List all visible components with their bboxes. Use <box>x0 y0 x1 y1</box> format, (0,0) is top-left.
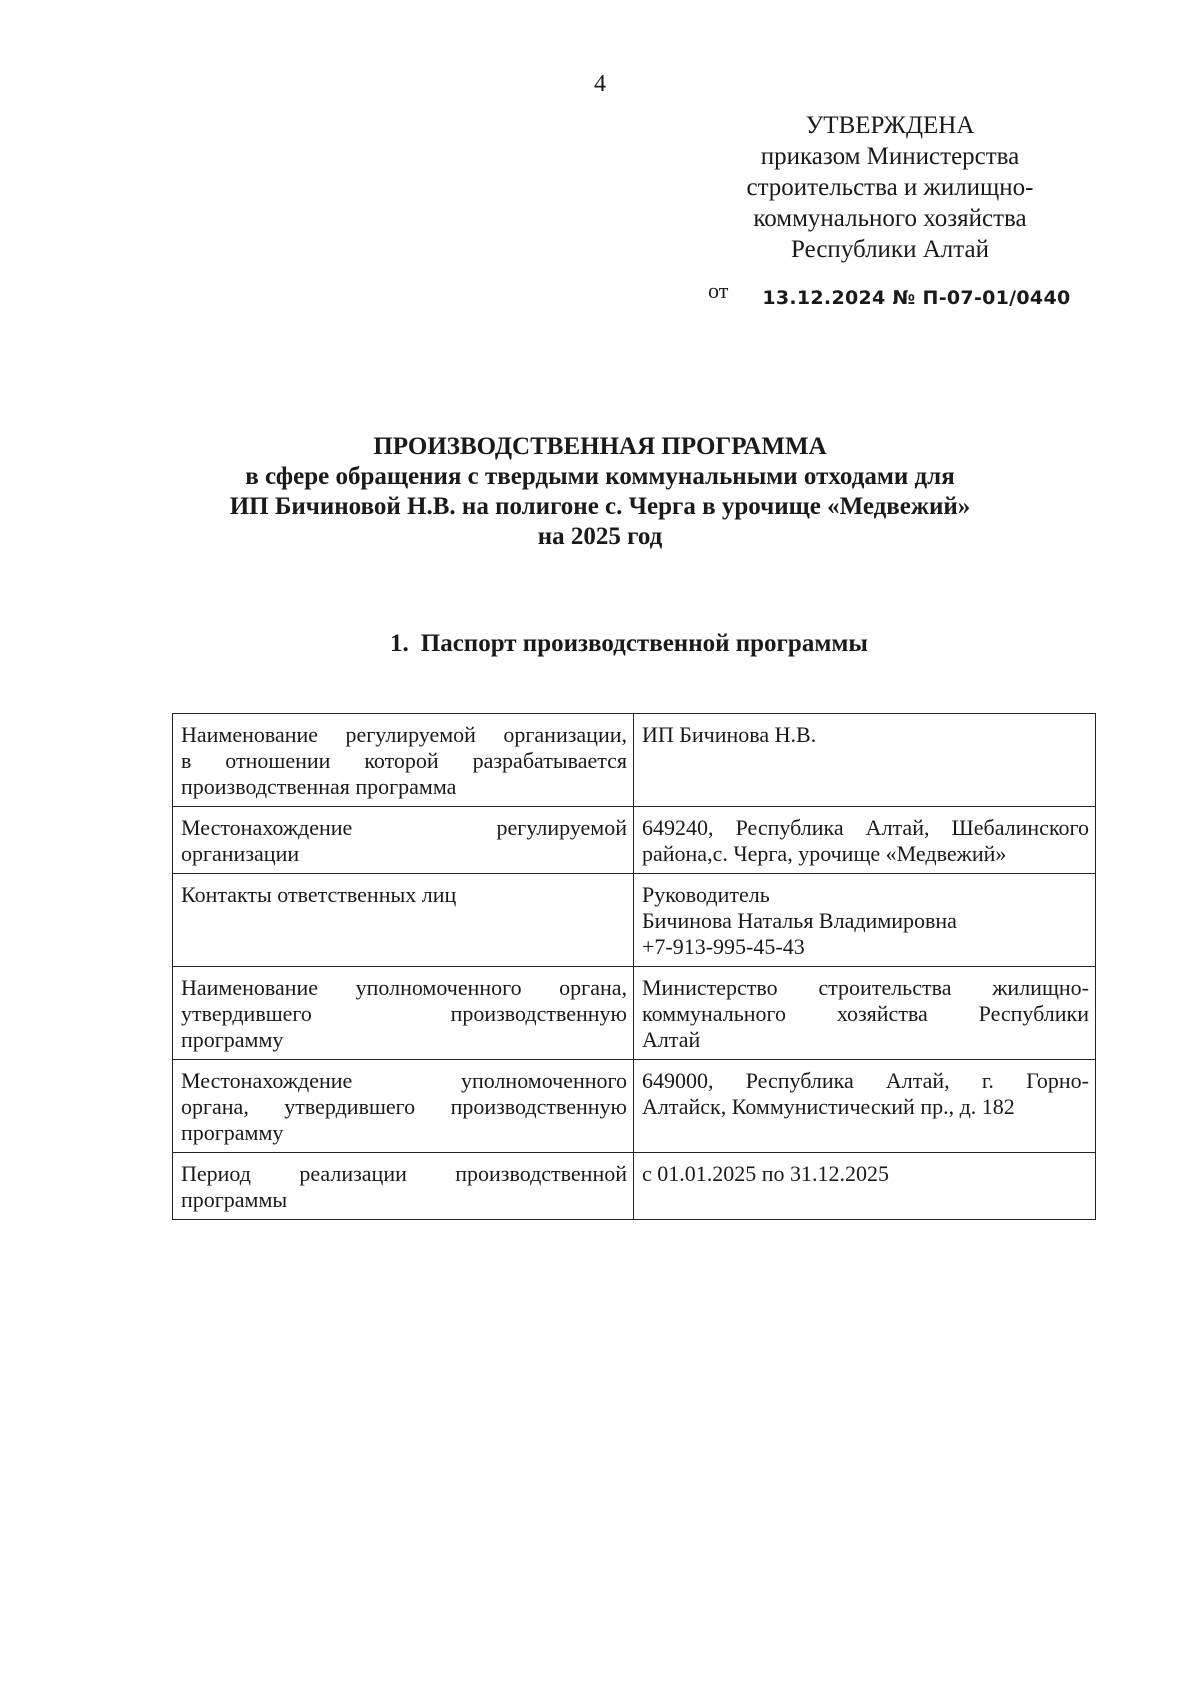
cell-line: ИП Бичинова Н.В. <box>642 722 817 747</box>
row-label-cell <box>173 807 634 874</box>
cell-line: Местонахождение уполномоченного <box>181 1068 627 1093</box>
cell-line: программы <box>181 1187 288 1212</box>
table-row <box>173 1153 1096 1220</box>
cell-line: Наименование уполномоченного органа, <box>181 975 627 1000</box>
cell-line: Период реализации производственной <box>181 1161 627 1186</box>
approval-heading: УТВЕРЖДЕНА <box>805 112 975 139</box>
title-line: в сфере обращения с твердыми коммунальными отходами для <box>245 463 955 490</box>
approval-line: Республики Алтай <box>791 236 989 263</box>
approval-line: строительства и жилищно- <box>746 174 1034 201</box>
row-label-cell <box>173 967 634 1060</box>
cell-line: Руководитель <box>642 882 770 907</box>
cell-line: +7-913-995-45-43 <box>642 934 805 959</box>
cell-line: района,с. Черга, урочище «Медвежий» <box>642 841 1007 866</box>
cell-line: 649000, Республика Алтай, г. Горно- <box>642 1068 1089 1093</box>
date-prefix: от <box>708 278 729 303</box>
cell-line: Местонахождение регулируемой <box>181 815 627 840</box>
title-line: на 2025 год <box>537 523 663 550</box>
approval-line: приказом Министерства <box>760 143 1020 170</box>
date-stamp: 13.12.2024 № П-07-01/0440 <box>762 287 1071 309</box>
row-label-cell <box>173 714 634 807</box>
cell-line: Контакты ответственных лиц <box>181 882 457 907</box>
cell-line: коммунального хозяйства Республики <box>642 1001 1089 1026</box>
approval-block <box>700 110 1080 265</box>
cell-line: программу <box>181 1120 284 1145</box>
cell-line: Министерство строительства жилищно- <box>642 975 1089 1000</box>
approval-line: коммунального хозяйства <box>753 205 1027 232</box>
cell-line: 649240, Республика Алтай, Шебалинского <box>642 815 1089 840</box>
title-line: ПРОИЗВОДСТВЕННАЯ ПРОГРАММА <box>373 433 827 460</box>
cell-line: организации <box>181 841 300 866</box>
passport-table <box>172 713 1096 1220</box>
cell-line: Алтайск, Коммунистический пр., д. 182 <box>642 1094 1015 1119</box>
cell-line: программу <box>181 1027 284 1052</box>
cell-line: утвердившего производственную <box>181 1001 627 1026</box>
table-row <box>173 714 1096 807</box>
section-number: 1. <box>390 630 409 657</box>
cell-line: Наименование регулируемой организации, <box>181 722 627 747</box>
row-value-cell <box>634 714 1096 807</box>
row-label-cell <box>173 874 634 967</box>
cell-line: в отношении которой разрабатывается <box>181 748 627 773</box>
section-heading <box>390 629 868 659</box>
row-label-cell <box>173 1060 634 1153</box>
title-line: ИП Бичиновой Н.В. на полигоне с. Черга в урочище «Медвежий» <box>229 493 971 520</box>
page-number: 4 <box>594 71 606 97</box>
row-value-cell <box>634 967 1096 1060</box>
cell-line: органа, утвердившего производственную <box>181 1094 627 1119</box>
table-row <box>173 807 1096 874</box>
document-title <box>0 432 1200 552</box>
table-row <box>173 967 1096 1060</box>
row-value-cell <box>634 874 1096 967</box>
row-value-cell <box>634 807 1096 874</box>
cell-line: Бичинова Наталья Владимировна <box>642 908 957 933</box>
row-value-cell <box>634 1060 1096 1153</box>
row-label-cell <box>173 1153 634 1220</box>
cell-spacer <box>642 748 1089 800</box>
cell-line: производственная программа <box>181 774 457 799</box>
approval-date <box>708 278 1071 312</box>
row-value-cell <box>634 1153 1096 1220</box>
table-row <box>173 874 1096 967</box>
section-title: Паспорт производственной программы <box>420 630 868 657</box>
cell-line: Алтай <box>642 1027 701 1052</box>
cell-line: с 01.01.2025 по 31.12.2025 <box>642 1161 890 1186</box>
table-row <box>173 1060 1096 1153</box>
